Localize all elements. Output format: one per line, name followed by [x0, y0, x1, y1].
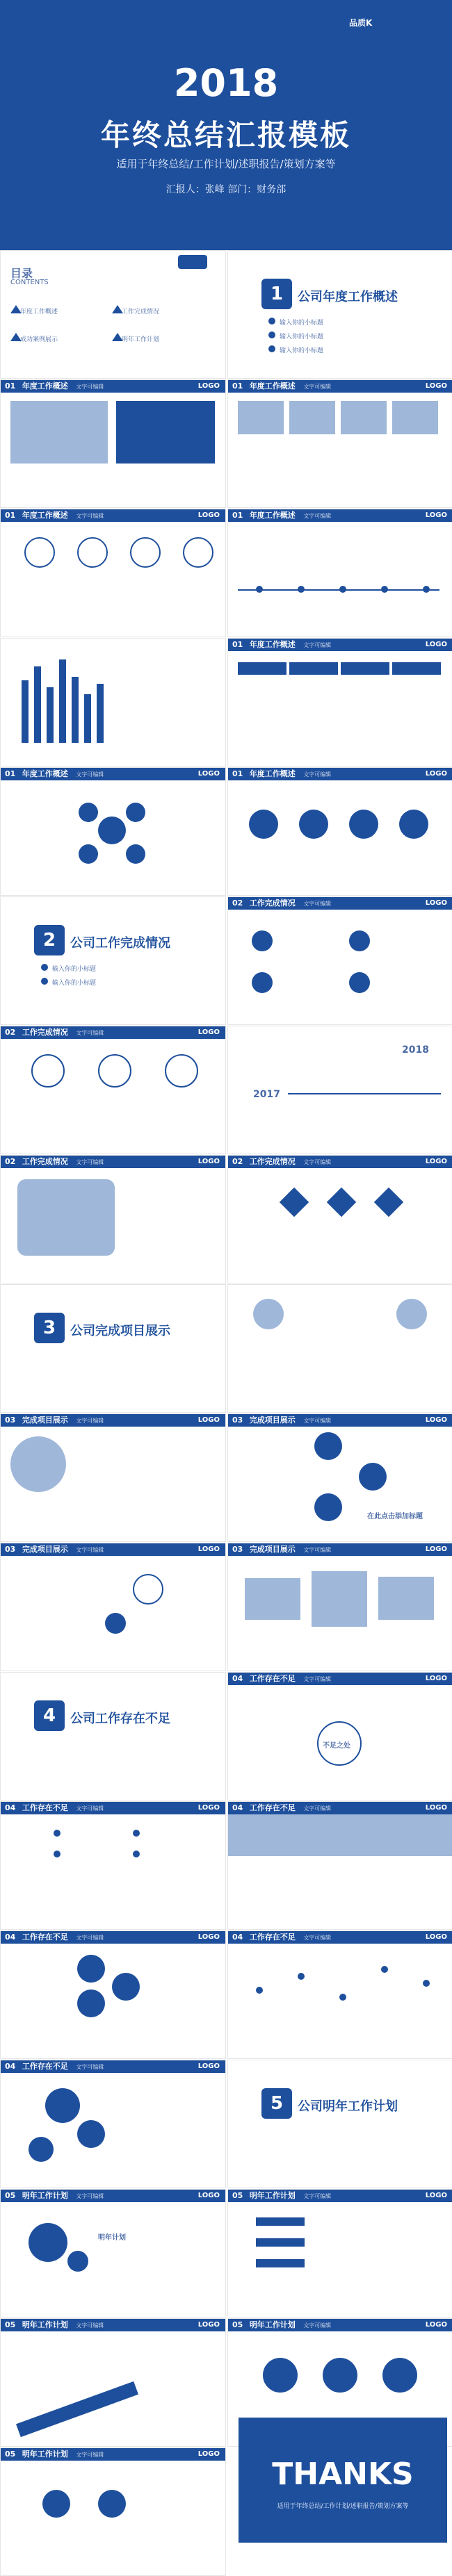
cover-logo: 品质K	[349, 18, 373, 28]
circle-icon	[77, 537, 108, 568]
bar-mark	[84, 694, 91, 743]
petal-circle	[126, 803, 145, 822]
slide-03-a	[227, 1284, 452, 1413]
year-2017: 2017	[253, 1089, 280, 1100]
photo-placeholder	[238, 401, 284, 434]
bullet-text: 输入你的小标题	[52, 966, 97, 973]
online-title: 在此点击添加标题	[367, 1513, 423, 1520]
petal-circle	[79, 844, 98, 864]
cover-title: 年终总结汇报模板	[100, 118, 351, 152]
toc-item-1: 年度工作概述	[20, 309, 58, 315]
slide-02-b	[0, 1026, 226, 1154]
slide-band: 02 工作完成情况 文字可编辑 LOGO	[1, 1026, 225, 1039]
diamond-icon	[327, 1188, 356, 1217]
step-circle	[349, 810, 378, 839]
bullet-dot-icon	[41, 964, 48, 971]
slide-band: 01 年度工作概述 文字可编辑 LOGO	[228, 380, 452, 393]
bar-mark	[97, 684, 104, 743]
section-number: 5	[261, 2088, 292, 2119]
arrow-step	[289, 662, 338, 675]
letter-circle	[77, 1990, 105, 2017]
line-dot-icon	[381, 1966, 388, 1973]
slide-04-b	[0, 1801, 226, 1930]
bullet-text: 输入你的小标题	[52, 980, 97, 987]
letter-circle	[112, 1973, 140, 2001]
bullet-text: 输入你的小标题	[280, 320, 324, 327]
petal-circle	[79, 803, 98, 822]
slide-band: 05 明年工作计划 文字可编辑 LOGO	[228, 2190, 452, 2202]
slide-05-b	[227, 2189, 452, 2317]
slide-02-d	[0, 1155, 226, 1283]
slide-02-c	[227, 1026, 452, 1154]
arrow-step	[341, 662, 389, 675]
icon-circle	[252, 972, 273, 993]
bubble-icon	[29, 2223, 67, 2262]
diamond-icon	[280, 1188, 309, 1217]
section-title: 公司年度工作概述	[298, 290, 398, 304]
photo-placeholder	[289, 401, 335, 434]
slide-band: 03 完成项目展示 文字可编辑 LOGO	[1, 1414, 225, 1427]
toc-item-3: 成功案例展示	[20, 336, 58, 343]
slide-band: 04 工作存在不足 文字可编辑 LOGO	[1, 2060, 225, 2073]
bar-mark	[47, 687, 54, 743]
add-title-circle	[314, 1432, 342, 1460]
circle-icon	[183, 537, 213, 568]
petal-circle	[126, 844, 145, 864]
step-circle	[249, 810, 278, 839]
bar-mark	[22, 680, 29, 743]
node-dot-icon	[133, 1830, 140, 1837]
photo-circle	[253, 1299, 284, 1329]
photo-placeholder	[312, 1571, 367, 1627]
photo-placeholder	[245, 1578, 300, 1620]
bullet-dot-icon	[268, 318, 275, 325]
slide-01-g	[0, 767, 226, 896]
chevron-icon	[256, 2238, 305, 2247]
bubble-icon	[67, 2251, 88, 2272]
bullet-dot-icon	[268, 331, 275, 338]
slide-divider-3	[0, 1284, 226, 1413]
icon-circle	[349, 972, 370, 993]
bullet-dot-icon	[41, 978, 48, 985]
section-number: 3	[34, 1313, 65, 1343]
slide-04-a	[227, 1672, 452, 1800]
slide-band: 03 完成项目展示 文字可编辑 LOGO	[228, 1543, 452, 1556]
cover-slide	[0, 0, 452, 250]
slide-04-c	[227, 1801, 452, 1930]
timeline-dot-icon	[423, 586, 430, 593]
gear-icon	[77, 2120, 105, 2148]
year-2018: 2018	[402, 1044, 429, 1056]
bullet-dot-icon	[268, 345, 275, 352]
slide-01-c	[0, 509, 226, 637]
ring-icon	[98, 1054, 131, 1088]
section-title: 公司完成项目展示	[70, 1324, 170, 1338]
cover-subtitle: 适用于年终总结/工作计划/述职报告/策划方案等	[116, 158, 336, 170]
slide-band: 03 完成项目展示 文字可编辑 LOGO	[1, 1543, 225, 1556]
slide-band: 02 工作完成情况 文字可编辑 LOGO	[1, 1156, 225, 1168]
arrow-step	[392, 662, 441, 675]
add-title-circle	[314, 1493, 342, 1521]
section-number: 4	[34, 1700, 65, 1731]
slide-01-f	[227, 638, 452, 766]
cover-meta: 汇报人：张峰 部门：财务部	[166, 184, 286, 195]
gear-icon	[29, 2137, 54, 2162]
slide-01-b	[227, 379, 452, 508]
bullet-text: 输入你的小标题	[280, 347, 324, 354]
slide-01-e	[0, 638, 226, 766]
line-dot-icon	[423, 1980, 430, 1987]
slide-divider-1	[227, 250, 452, 379]
line-dot-icon	[339, 1994, 346, 2001]
bar-mark	[34, 666, 41, 743]
slide-05-c	[0, 2318, 226, 2447]
slide-band: 01 年度工作概述 文字可编辑 LOGO	[1, 509, 225, 522]
photo-circle	[10, 1436, 66, 1492]
bullet-text: 输入你的小标题	[280, 334, 324, 341]
add-title-circle	[359, 1463, 387, 1491]
slide-02-a	[227, 896, 452, 1025]
bar-mark	[72, 677, 79, 743]
thanks-title: THANKS	[272, 2456, 414, 2492]
circle-icon	[24, 537, 55, 568]
center-circle	[98, 817, 126, 844]
circle-icon	[105, 1613, 126, 1634]
photo-banner	[228, 1814, 452, 1856]
letter-circle	[77, 1955, 105, 1983]
slide-band: 05 明年工作计划 文字可编辑 LOGO	[1, 2448, 225, 2461]
gear-icon	[45, 2088, 80, 2123]
map-shape	[17, 1179, 115, 1256]
slide-01-a	[0, 379, 226, 508]
step-circle	[399, 810, 428, 839]
slide-04-d	[0, 1930, 226, 2059]
section-number: 1	[261, 279, 292, 309]
slide-band: 04 工作存在不足 文字可编辑 LOGO	[228, 1802, 452, 1814]
slide-03-c	[227, 1413, 452, 1542]
arrow-icon	[16, 2381, 138, 2437]
section-title: 公司工作完成情况	[70, 936, 170, 951]
slide-band: 05 明年工作计划 文字可编辑 LOGO	[228, 2319, 452, 2331]
circle-icon	[130, 537, 161, 568]
toc-item-4: 明年工作计划	[122, 336, 160, 343]
slide-divider-2	[0, 896, 226, 1025]
slide-band: 01 年度工作概述 文字可编辑 LOGO	[1, 768, 225, 780]
slide-band: 02 工作完成情况 文字可编辑 LOGO	[228, 897, 452, 910]
line-dot-icon	[256, 1987, 263, 1994]
timeline-dot-icon	[381, 586, 388, 593]
photo-circle	[396, 1299, 427, 1329]
slide-band: 03 完成项目展示 文字可编辑 LOGO	[228, 1414, 452, 1427]
toc-item-2: 工作完成情况	[122, 309, 160, 315]
thanks-subtitle: 适用于年终总结/工作计划/述职报告/策划方案等	[277, 2503, 409, 2510]
slide-band: 01 年度工作概述 文字可编辑 LOGO	[228, 639, 452, 651]
circle-icon	[133, 1574, 163, 1605]
line-dot-icon	[298, 1973, 305, 1980]
slide-band: 05 明年工作计划 文字可编辑 LOGO	[1, 2190, 225, 2202]
person-icon	[42, 2490, 70, 2518]
thanks-slide	[239, 2418, 447, 2543]
bar-mark	[59, 659, 66, 743]
slide-divider-4	[0, 1672, 226, 1800]
plan-label: 明年计划	[98, 2234, 126, 2242]
text-box	[116, 401, 215, 463]
photo-placeholder	[378, 1577, 434, 1620]
toc-title: 目录	[10, 267, 33, 280]
add-title-circle	[263, 2358, 298, 2393]
slide-band: 05 明年工作计划 文字可编辑 LOGO	[1, 2319, 225, 2331]
slide-band: 01 年度工作概述 文字可编辑 LOGO	[228, 509, 452, 522]
slide-05-e	[0, 2447, 226, 2576]
slide-toc	[0, 250, 226, 379]
arrow-step	[238, 662, 286, 675]
person-icon	[98, 2490, 126, 2518]
ring-icon	[31, 1054, 65, 1088]
slide-04-f	[0, 2060, 226, 2188]
slide-band: 04 工作存在不足 文字可编辑 LOGO	[1, 1802, 225, 1814]
diamond-icon	[374, 1188, 403, 1217]
node-dot-icon	[54, 1851, 60, 1857]
slide-01-h	[227, 767, 452, 896]
ring-icon	[165, 1054, 198, 1088]
photo-placeholder	[341, 401, 387, 434]
slide-03-d	[0, 1543, 226, 1671]
slide-band: 04 工作存在不足 文字可编辑 LOGO	[1, 1931, 225, 1944]
step-circle	[299, 810, 328, 839]
section-title: 公司明年工作计划	[298, 2099, 398, 2114]
chevron-icon	[256, 2259, 305, 2267]
timeline-dot-icon	[339, 586, 346, 593]
slide-01-d	[227, 509, 452, 637]
icon-circle	[252, 930, 273, 951]
timeline-line	[238, 589, 439, 591]
icon-circle	[349, 930, 370, 951]
section-number: 2	[34, 925, 65, 955]
slide-band: 04 工作存在不足 文字可编辑 LOGO	[228, 1931, 452, 1944]
insufficient-label: 不足之处	[323, 1742, 350, 1750]
slide-band: 02 工作完成情况 文字可编辑 LOGO	[228, 1156, 452, 1168]
slide-divider-5	[227, 2060, 452, 2188]
timeline-line	[288, 1093, 441, 1094]
chevron-icon	[256, 2217, 305, 2226]
node-dot-icon	[54, 1830, 60, 1837]
timeline-dot-icon	[256, 586, 263, 593]
add-title-circle	[323, 2358, 357, 2393]
toc-home-icon	[178, 255, 207, 269]
slide-03-b	[0, 1413, 226, 1542]
photo-placeholder	[10, 401, 108, 463]
toc-subtitle: CONTENTS	[10, 279, 49, 286]
slide-band: 04 工作存在不足 文字可编辑 LOGO	[228, 1673, 452, 1685]
node-dot-icon	[133, 1851, 140, 1857]
slide-05-a	[0, 2189, 226, 2317]
slide-band: 01 年度工作概述 文字可编辑 LOGO	[228, 768, 452, 780]
slide-03-e	[227, 1543, 452, 1671]
photo-placeholder	[392, 401, 438, 434]
cover-year: 2018	[173, 61, 279, 105]
slide-04-e	[227, 1930, 452, 2059]
add-title-circle	[382, 2358, 417, 2393]
slide-band: 01 年度工作概述 文字可编辑 LOGO	[1, 380, 225, 393]
timeline-dot-icon	[298, 586, 305, 593]
slide-02-e	[227, 1155, 452, 1283]
section-title: 公司工作存在不足	[70, 1712, 170, 1726]
